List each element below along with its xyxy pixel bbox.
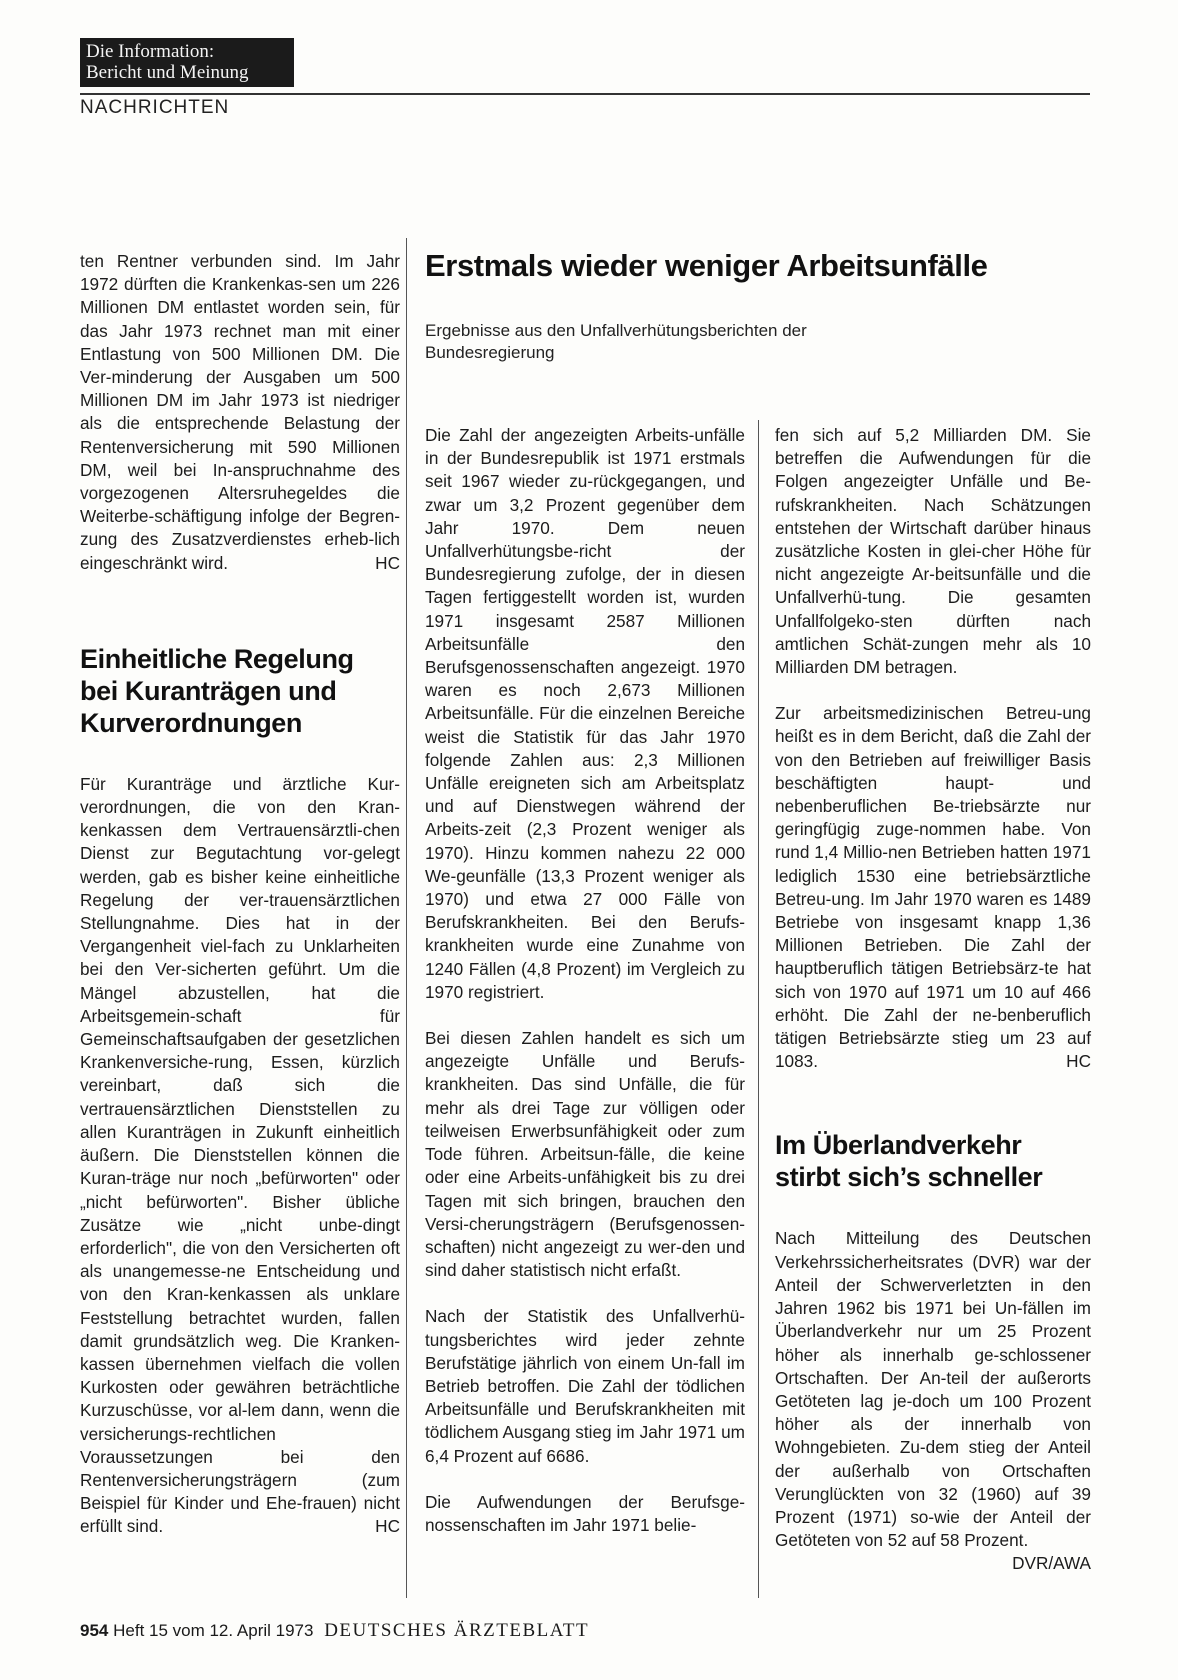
page-footer bbox=[80, 1620, 589, 1642]
section-label: NACHRICHTEN bbox=[80, 97, 230, 118]
left-column bbox=[80, 250, 400, 1539]
right-paragraph-1: fen sich auf 5,2 Milliarden DM. Sie betreffen die Aufwendungen für die Folgen angezeigter Unfälle und Be-rufskrankheiten. Nach Schätzungen entstehen der Wirtschaft darüber hinaus zusätzliche Kosten in glei-cher Höhe für nicht angezeigte Ar-beitsunfälle und die Unfallverhü-tung. Die gesamten Unfallfolgeko-sten dürften nach amtlichen Schät-zungen mehr als 10 Milliarden DM betragen. bbox=[775, 425, 1091, 678]
article-body-regelung: Für Kuranträge und ärztliche Kur-verordnungen, die von den Kran-kenkassen dem Vertrauensärztli-chen Dienst zur Begutachtung vor-gelegt werden, gab es bisher keine einheitliche Regelung der ver-trauensärztlichen Stellungnahme. Dies hat in der Vergangenheit viel-fach zu Unklarheiten bei den Ver-sicherten geführt. Um die Mängel abzustellen, hat die Arbeitsgemein-schaft für Gemeinschaftsaufgaben der gesetzlichen Krankenversiche-rung, Essen, kürzlich vereinbart, daß sich die vertrauensärztlichen Dienststellen zu allen Kuranträgen in Zukunft einheitlich äußern. Die Dienststellen können die Kuran-träge nur noch „befürworten" oder „nicht befürworten". Bisher übliche Zusätze wie „nicht unbe-dingt erforderlich", die von den Versicherten oft als unangemesse-ne Entscheidung und von den Kran-kenkassen als unklare Feststellung betrachtet wurden, fallen damit grundsätzlich weg. Die Kranken-kassen übernehmen vielfach die vollen Kurkosten oder gewähren beträchtliche Kurzuschüsse, vor al-lem dann, wenn die versicherungs-rechtlichen Voraussetzungen bei den Rentenversicherungsträgern (zum Beispiel für Kinder und Ehe-frauen) nicht erfüllt sind. HC bbox=[80, 773, 400, 1539]
page-number: 954 bbox=[80, 1621, 109, 1640]
middle-paragraph-4: Die Aufwendungen der Berufsge-nossenschaften im Jahr 1971 belie- bbox=[425, 1491, 745, 1535]
continuation-text: ten Rentner verbunden sind. Im Jahr 1972 dürften die Krankenkas-sen um 226 Millionen DM entlastet worden sein, für das Jahr 1973 rechnet man mit einer Entlastung von 500 Millionen DM. Die Ver-minderung der Ausgaben um 500 Millionen DM im Jahr 1973 ist niedriger als die entsprechende Belastung der Rentenversicherung mit 590 Millionen DM, weil bei In-anspruchnahme des vorgezogenen Altersruhegeldes die Weiterbe-schäftigung infolge der Begren-zung des Zusatzverdienstes erheb-lich eingeschränkt wird. HC bbox=[80, 250, 400, 575]
issue-info: Heft 15 vom 12. April 1973 bbox=[113, 1621, 314, 1640]
article-body-ueberland: Nach Mitteilung des Deutschen Verkehrssicherheitsrates (DVR) war der Anteil der Schwerverletzten in den Jahren 1962 bis 1971 bei Un-fällen im Überlandverkehr nur um 25 Prozent höher als innerhalb ge-schlossener Ortschaften. Der An-teil der außerorts Getöteten lag je-doch um 100 Prozent höher als der innerhalb von Wohngebieten. Zu-dem stieg der Anteil der außerhalb von Ortschaften Verunglückten von 32 (1960) auf 39 Prozent (1971) so-wie der Anteil der Getöteten von 52 auf 58 Prozent. DVR/AWA bbox=[775, 1227, 1091, 1552]
article-title-ueberland: Im Überlandverkehr stirbt sich’s schneller bbox=[775, 1130, 1043, 1193]
continuation-signature: HC bbox=[375, 552, 400, 573]
header-rule bbox=[80, 93, 1090, 95]
middle-paragraph-2: Bei diesen Zahlen handelt es sich um angezeigte Unfälle und Berufs-krankheiten. Das sind Unfälle, die für mehr als drei Tage zur völligen oder teilweisen Erwerbsunfähigkeit oder zum Tode führen. Arbeitsun-fälle, die keine oder eine Arbeits-unfähigkeit bis zu drei Tagen mit sich bringen, brauchen den Versi-cherungsträgern (Berufsgenossen-schaften) nicht angezeigt zu wer-den und sind daher statistisch nicht erfaßt. bbox=[425, 1028, 745, 1281]
section-badge bbox=[80, 38, 294, 87]
article-title-regelung: Einheitliche Regelung bei Kuranträgen und Kurverordnungen bbox=[80, 643, 354, 738]
middle-column bbox=[425, 424, 745, 1537]
right-column bbox=[775, 424, 1091, 1576]
badge-line-2: Bericht und Meinung bbox=[86, 62, 249, 83]
column-divider-left bbox=[406, 238, 407, 1598]
right-paragraph-signature: HC bbox=[1066, 1051, 1091, 1072]
right-paragraph-2: Zur arbeitsmedizinischen Betreu-ung heißt es in dem Bericht, daß die Zahl der von den Betrieben auf freiwilliger Basis beschäftigten haupt- und nebenberuflichen Be-triebsärzte nur geringfügig zuge-nommen habe. Von rund 1,4 Millio-nen Betrieben hatten 1971 lediglich 1530 eine betriebsärztliche Betreu-ung. Im Jahr 1970 waren es 1489 Betriebe von insgesamt knapp 1,36 Millionen Betrieben. Die Zahl der hauptberuflich tätigen Betriebsärz-te hat sich von 1970 auf 1971 um 10 auf 466 erhöht. Die Zahl der ne-benberuflich tätigen Betriebsärzte stieg um 23 auf 1083. HC bbox=[775, 702, 1091, 1073]
middle-paragraph-1: Die Zahl der angezeigten Arbeits-unfälle in der Bundesrepublik ist 1971 erstmals seit 1967 wieder zu-rückgegangen, und zwar um 3,2 Prozent gegenüber dem Jahr 1970. Dem neuen Unfallverhütungsbe-richt der Bundesregierung zufolge, der in diesen Tagen fertiggestellt worden ist, wurden 1971 insgesamt 2587 Millionen Arbeitsunfälle den Berufsgenossenschaften angezeigt. 1970 waren es noch 2,673 Millionen Arbeitsunfälle. Für die einzelnen Bereiche weist die Statistik für das Jahr 1970 folgende Zahlen aus: 2,3 Millionen Unfälle ereigneten sich am Arbeitsplatz und auf Dienstwegen während der Arbeits-zeit (2,3 Prozent weniger als 1970). Hinzu kommen nahezu 22 000 We-geunfälle (13,3 Prozent weniger als 1970) und etwa 27 000 Fälle von Berufskrankheiten. Bei den Berufs-krankheiten wurde eine Zunahme von 1240 Fällen (4,8 Prozent) im Vergleich zu 1970 registriert. bbox=[425, 425, 745, 1002]
main-article-subtitle: Ergebnisse aus den Unfallverhütungsberichten der Bundesregierung bbox=[425, 321, 807, 362]
badge-line-1: Die Information: bbox=[86, 41, 215, 62]
main-article-title: Erstmals wieder weniger Arbeitsunfälle bbox=[425, 248, 988, 283]
masthead: DEUTSCHES ÄRZTEBLATT bbox=[324, 1620, 590, 1641]
column-divider-right bbox=[758, 420, 759, 1598]
middle-paragraph-3: Nach der Statistik des Unfallverhü-tungsberichtes wird jeder zehnte Berufstätige jährlich von einem Un-fall im Betrieb betroffen. Die Zahl der tödlichen Arbeitsunfälle und Berufskrankheiten mit tödlichem Ausgang stieg im Jahr 1971 um 6,4 Prozent auf 6686. bbox=[425, 1306, 745, 1466]
article-signature-ueberland: DVR/AWA bbox=[1012, 1553, 1091, 1574]
article-signature-regelung: HC bbox=[375, 1516, 400, 1537]
